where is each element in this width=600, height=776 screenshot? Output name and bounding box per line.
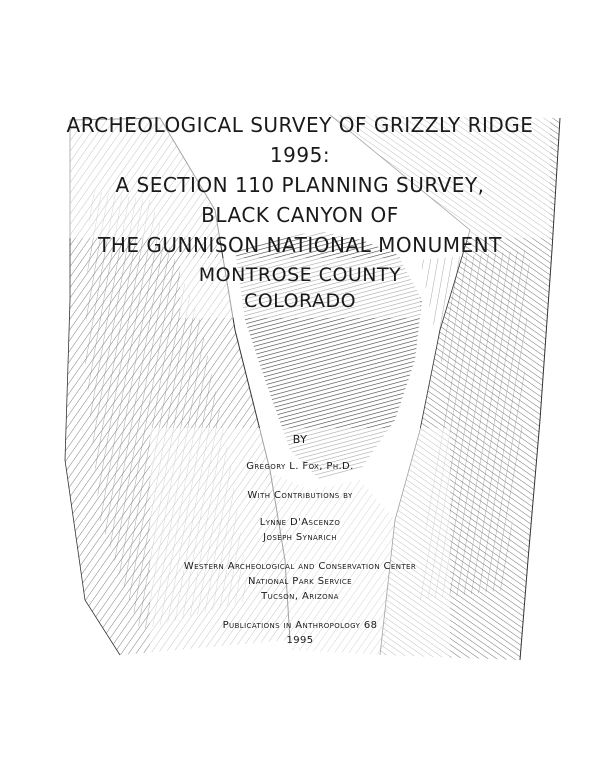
by-label: BY: [292, 433, 308, 446]
state-line: COLORADO: [243, 290, 357, 312]
title-line-1: ARCHEOLOGICAL SURVEY OF GRIZZLY RIDGE: [66, 113, 534, 137]
organization-line-3: Tucson, Arizona: [261, 591, 339, 602]
contributor-1: Lynne D'Ascenzo: [259, 517, 341, 528]
contributor-2: Joseph Synarich: [263, 532, 337, 543]
county-line: MONTROSE COUNTY: [198, 264, 402, 286]
location-block: [0, 262, 600, 314]
organization-line-1: Western Archeological and Conservation Center: [183, 561, 417, 572]
title-line-4: BLACK CANYON OF: [201, 203, 399, 227]
report-title: [0, 110, 600, 260]
title-line-2: 1995:: [269, 143, 331, 167]
contributions-label: With Contributions by: [247, 490, 353, 501]
organization-line-2: National Park Service: [248, 576, 352, 587]
author-name: Gregory L. Fox, Ph.D.: [246, 461, 354, 472]
credits-block: [0, 432, 600, 648]
title-line-3: A SECTION 110 PLANNING SURVEY,: [115, 173, 485, 197]
title-line-5: THE GUNNISON NATIONAL MONUMENT: [98, 233, 502, 257]
publication-year: 1995: [286, 635, 314, 646]
series-line: Publications in Anthropology 68: [222, 620, 378, 631]
